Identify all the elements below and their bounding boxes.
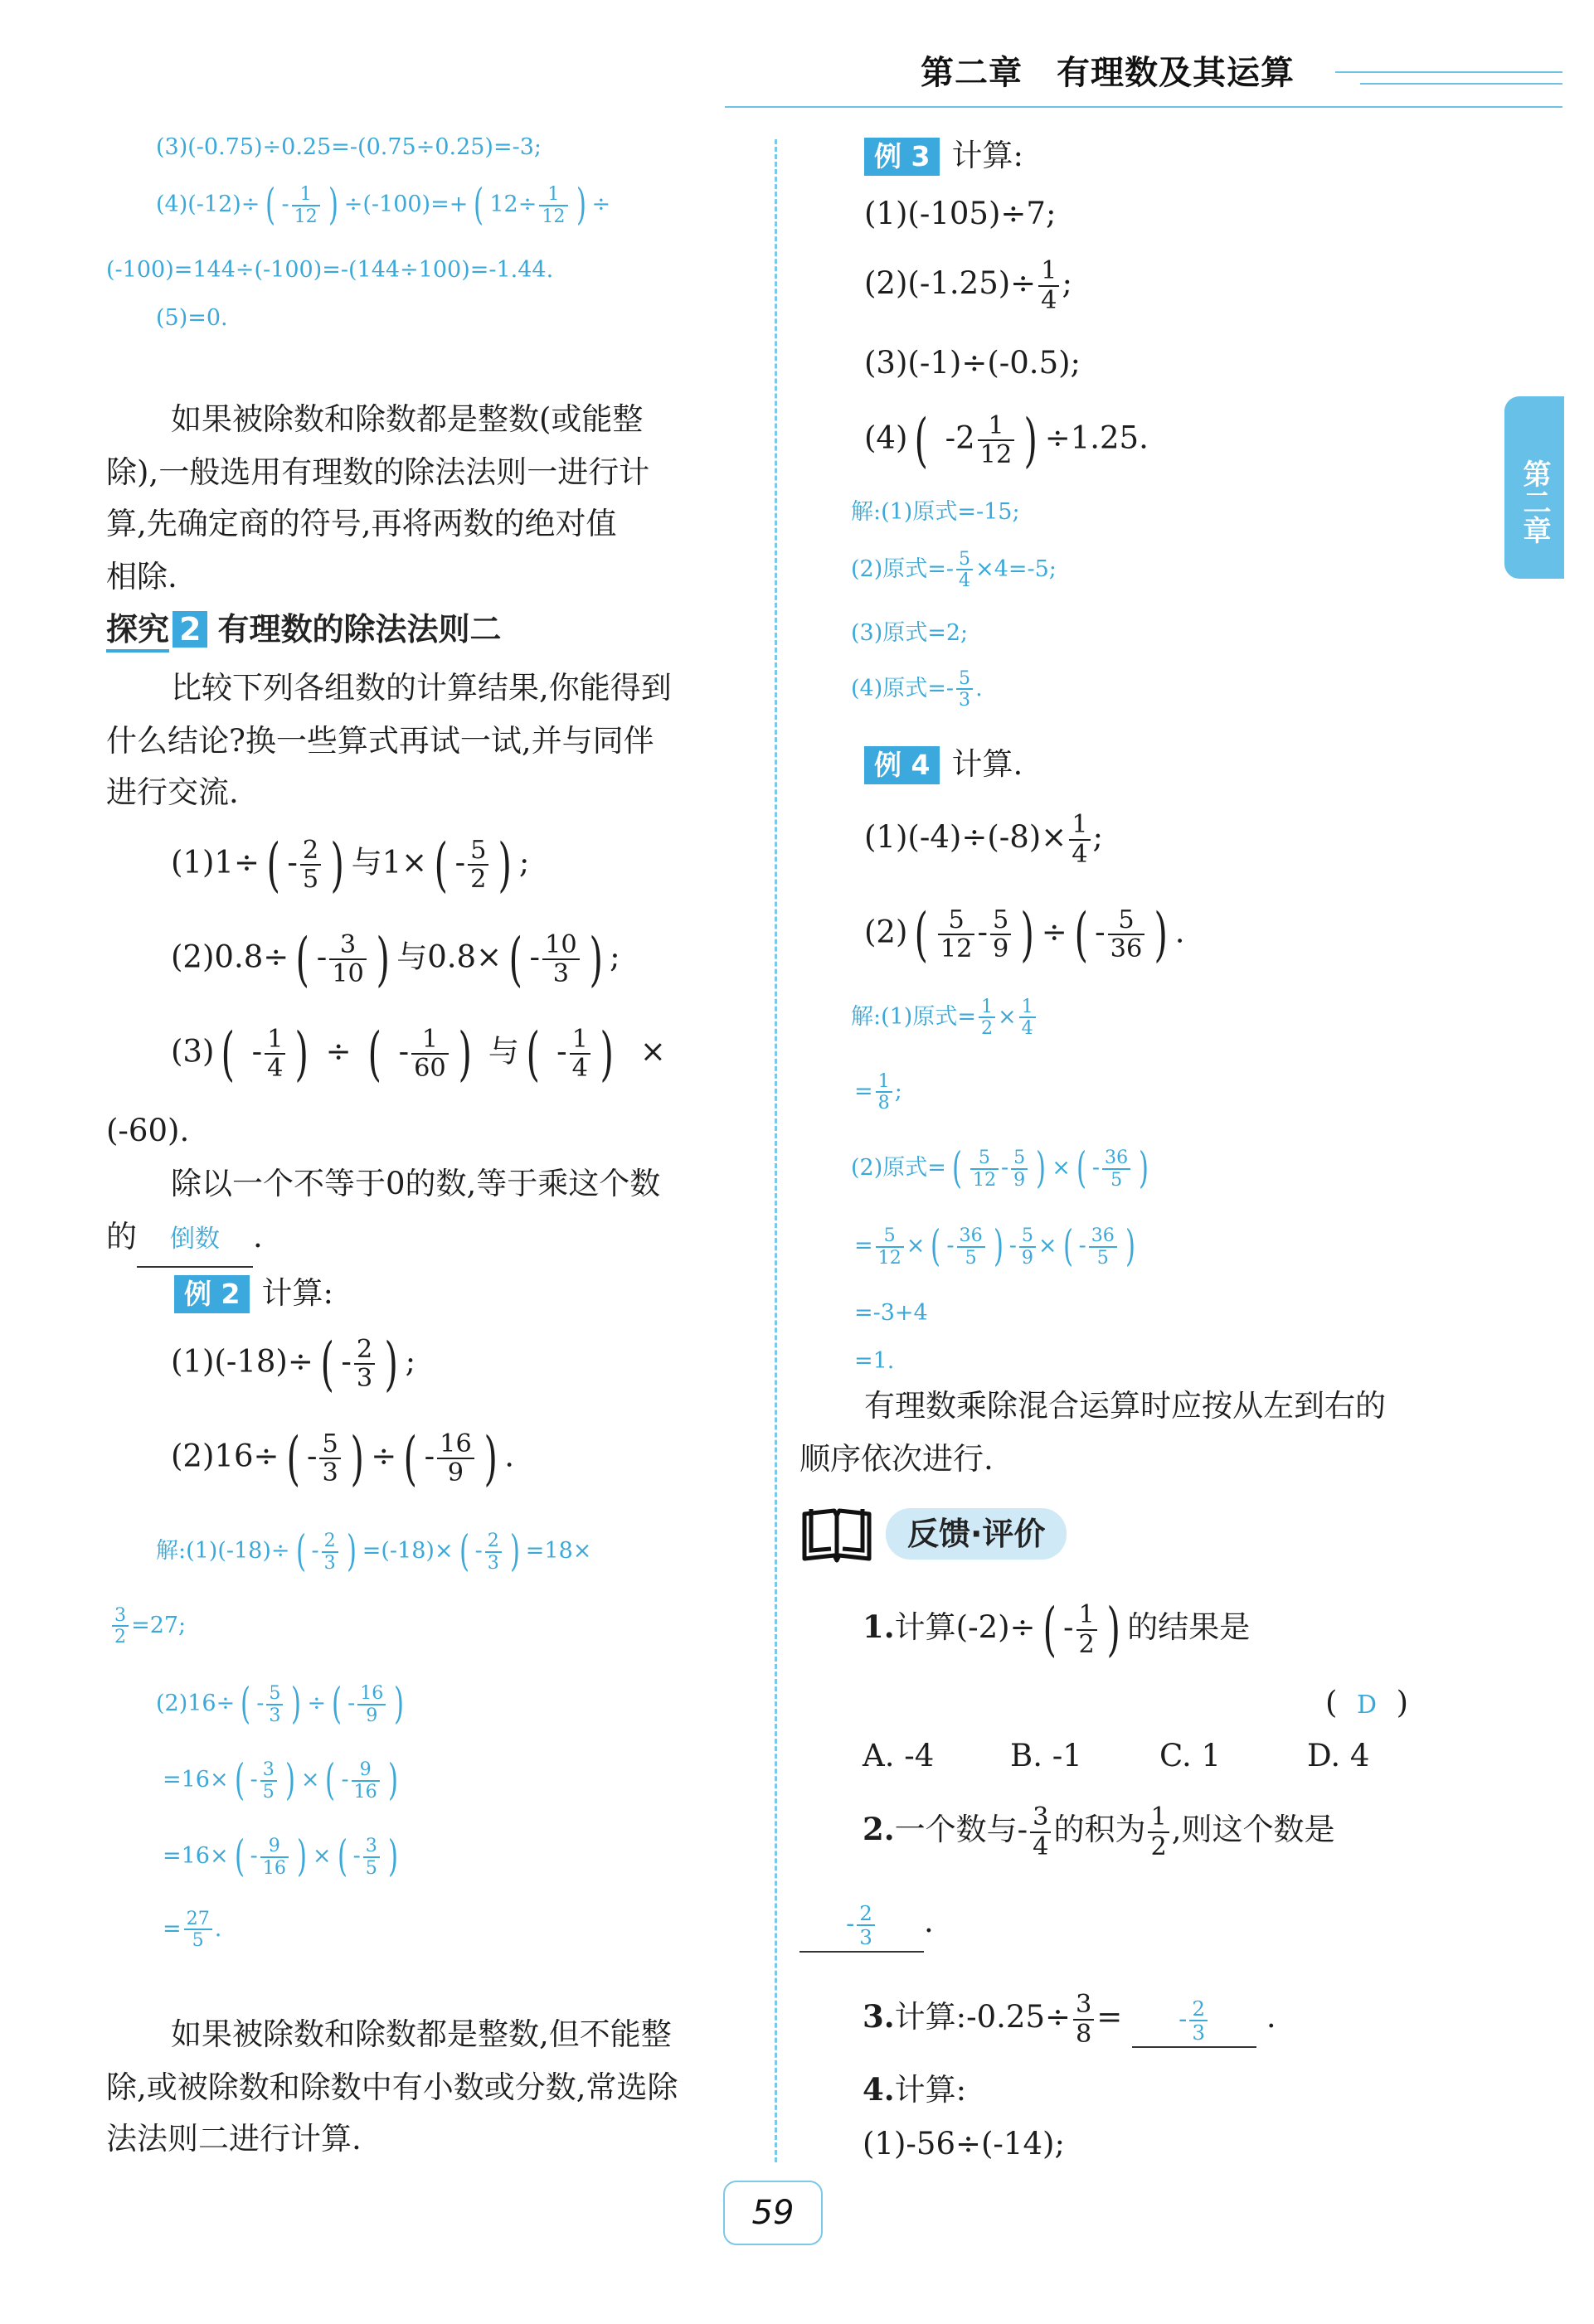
feedback-answer-1: ( D )	[1325, 1685, 1408, 1720]
feedback-question-2: 2.一个数与- $\frac{3}{4}$ 的积为 $\frac{1}{2}$ ,则这个数是	[863, 1802, 1335, 1861]
example-2-solution-5: = $\frac{27}{5}$ .	[163, 1908, 222, 1952]
example-3-item-3: (3)(-1)÷(-0.5);	[864, 345, 1081, 381]
feedback-option-c[interactable]: C. 1	[1159, 1738, 1222, 1773]
page-number: 59	[723, 2181, 823, 2245]
prev-answer-3: (3)(-0.75)÷0.25=-(0.75÷0.25)=-3;	[156, 134, 542, 160]
example-2-tag: 例 2	[174, 1275, 250, 1313]
header-rule-deco	[1335, 71, 1562, 73]
example-4-solution-6: =1.	[854, 1348, 895, 1374]
paragraph-rule2-line3: 法法则二进行计算.	[106, 2121, 362, 2157]
example-4-item-1: (1)(-4)÷(-8)× $\frac{1}{4}$ ;	[864, 810, 1104, 869]
explore-heading	[106, 604, 501, 653]
compare-item-1: (1)1÷ ( - $\frac{2}{5}$ ) 与1× ( - $\frac{5}{2}$ ) ;	[171, 831, 530, 899]
answer-1-choice[interactable]: D	[1356, 1691, 1378, 1720]
paragraph-rule2-line2: 除,或被除数和除数中有小数或分数,常选除	[106, 2069, 678, 2105]
feedback-option-a[interactable]: A. -4	[863, 1738, 935, 1773]
example-4-solution-3: (2)原式= ( $\frac{5}{12}$ - $\frac{5}{9}$ ) × ( - $\frac{36}{5}$ )	[851, 1143, 1149, 1193]
example-2-solution-4: =16× ( - $\frac{9}{16}$ ) × ( - $\frac{3}{5}$ )	[163, 1832, 398, 1881]
example-3-heading: 例 3 计算:	[864, 129, 1023, 182]
feedback-question-4: 4.计算:	[863, 2071, 967, 2108]
example-3-solution-1: 解:(1)原式=-15;	[851, 499, 1020, 525]
example-3-item-2: (2)(-1.25)÷ $\frac{1}{4}$ ;	[864, 256, 1072, 315]
example-2-solution-3: =16× ( - $\frac{3}{5}$ ) × ( - $\frac{9}{16}$ )	[163, 1755, 398, 1805]
example-4-tag: 例 4	[864, 746, 940, 784]
column-divider	[775, 139, 777, 2162]
feedback-question-3: 3.计算:-0.25÷ $\frac{3}{8}$ = - $\frac{2}{3}$ .	[863, 1990, 1276, 2049]
example-4-solution-1: 解:(1)原式= $\frac{1}{2}$ × $\frac{1}{4}$	[851, 997, 1038, 1039]
compare-item-3-cont: (-60).	[106, 1113, 190, 1148]
compare-item-2: (2)0.8÷ ( - $\frac{3}{10}$ ) 与0.8× ( - $\frac{10}{3}$ ) ;	[171, 925, 620, 993]
paragraph-rule1-line3: 算,先确定商的符号,再将两数的绝对值	[106, 506, 617, 541]
paragraph-rule2-line1: 如果被除数和除数都是整数,但不能整	[171, 2016, 672, 2052]
explore-number: 2	[173, 611, 207, 648]
feedback-option-d[interactable]: D. 4	[1307, 1738, 1370, 1773]
example-2-item-1: (1)(-18)÷ ( - 2 3 ) ;	[171, 1330, 416, 1398]
explore-tag: 探究	[106, 604, 169, 653]
feedback-heading	[799, 1501, 1067, 1567]
prev-answer-4: (4)(-12)÷ ( - $\frac{1}{12}$ ) ÷(-100)=+ ( 12÷ $\frac{1}{12}$ ) ÷	[156, 180, 611, 230]
prev-answer-5: (5)=0.	[156, 305, 228, 331]
example-2-solution-1: 解:(1)(-18)÷ ( - $\frac{2}{3}$ ) =(-18)× ( - $\frac{2}{3}$ ) =18×	[156, 1526, 592, 1576]
paragraph-compare-line2: 什么结论?换一些算式再试一试,并与同伴	[106, 723, 654, 759]
example-2-item-2: (2)16÷ ( - $\frac{5}{3}$ ) ÷ ( - $\frac{16}{9}$ ) .	[171, 1424, 514, 1492]
paragraph-compare-line3: 进行交流.	[106, 774, 239, 810]
example-2-solution-1-cont: $\frac{3}{2}$ =27;	[109, 1605, 186, 1647]
paragraph-rule1-line2: 除),一般选用有理数的除法法则一进行计	[106, 454, 650, 490]
explore-title: 有理数的除法法则二	[217, 611, 502, 648]
example-3-solution-3: (3)原式=2;	[851, 620, 969, 646]
example-2-heading: 例 2 计算:	[174, 1267, 333, 1320]
compare-item-3: (3) ( - $\frac{1}{4}$ ) ÷ ( - $\frac{1}{60}$ ) 与 ( - $\frac{1}{4}$ ) ×	[171, 1020, 666, 1088]
feedback-option-b[interactable]: B. -1	[1010, 1738, 1082, 1773]
example-3-solution-2: (2)原式=- $\frac{5}{4}$ ×4=-5;	[851, 548, 1057, 592]
paragraph-compare-line1: 比较下列各组数的计算结果,你能得到	[171, 670, 672, 706]
prev-answer-4-cont: (-100)=144÷(-100)=-(144÷100)=-1.44.	[106, 257, 554, 283]
example-3-solution-4: (4)原式=- $\frac{5}{3}$ .	[851, 667, 983, 711]
answer-3-value[interactable]: - $\frac{2}{3}$	[1178, 2005, 1210, 2034]
example-4-item-2: (2) ( $\frac{5}{12}$ - $\frac{5}{9}$ ) ÷ ( - $\frac{5}{36}$ ) .	[864, 900, 1185, 968]
feedback-question-1: 1.计算(-2)÷ ( - $\frac{1}{2}$ ) 的结果是	[863, 1595, 1251, 1664]
paragraph-mixed-line2: 顺序依次进行.	[799, 1441, 994, 1477]
rule-fill-line: 的 倒数 .	[106, 1211, 263, 1268]
example-4-solution-5: =-3+4	[854, 1300, 928, 1326]
header-rule-deco	[1360, 83, 1562, 85]
rule-answer[interactable]: 倒数	[170, 1225, 220, 1254]
paragraph-rule1-line4: 相除.	[106, 559, 177, 594]
example-4-heading: 例 4 计算.	[864, 738, 1023, 791]
example-4-solution-4: = $\frac{5}{12}$ × ( - $\frac{36}{5}$ ) - $\frac{5}{9}$ × ( - $\frac{36}{5}$ )	[854, 1221, 1135, 1271]
paragraph-mixed-line1: 有理数乘除混合运算时应按从左到右的	[864, 1388, 1386, 1424]
answer-2-value[interactable]: - $\frac{2}{3}$	[846, 1909, 877, 1938]
chapter-side-tab[interactable]: 第二章	[1504, 396, 1564, 579]
chapter-header: 第二章 有理数及其运算	[921, 54, 1295, 92]
feedback-question-4-item-1: (1)-56÷(-14);	[863, 2126, 1065, 2161]
header-rule	[725, 106, 1562, 108]
example-3-tag: 例 3	[864, 138, 940, 176]
example-3-item-4: (4) ( -2 $\frac{1}{12}$ ) ÷1.25.	[864, 406, 1149, 474]
example-3-item-1: (1)(-105)÷7;	[864, 196, 1057, 231]
feedback-answer-2: - $\frac{2}{3}$ .	[799, 1895, 934, 1953]
book-icon	[799, 1501, 874, 1567]
example-4-solution-2: = $\frac{1}{8}$ ;	[854, 1070, 902, 1114]
paragraph-rule1-line1: 如果被除数和除数都是整数(或能整	[171, 401, 644, 437]
rule-statement: 除以一个不等于0的数,等于乘这个数	[171, 1166, 661, 1201]
example-2-solution-2: (2)16÷ ( - $\frac{5}{3}$ ) ÷ ( - $\frac{16}{9}$ )	[156, 1679, 405, 1729]
feedback-title: 反馈·评价	[886, 1508, 1067, 1560]
